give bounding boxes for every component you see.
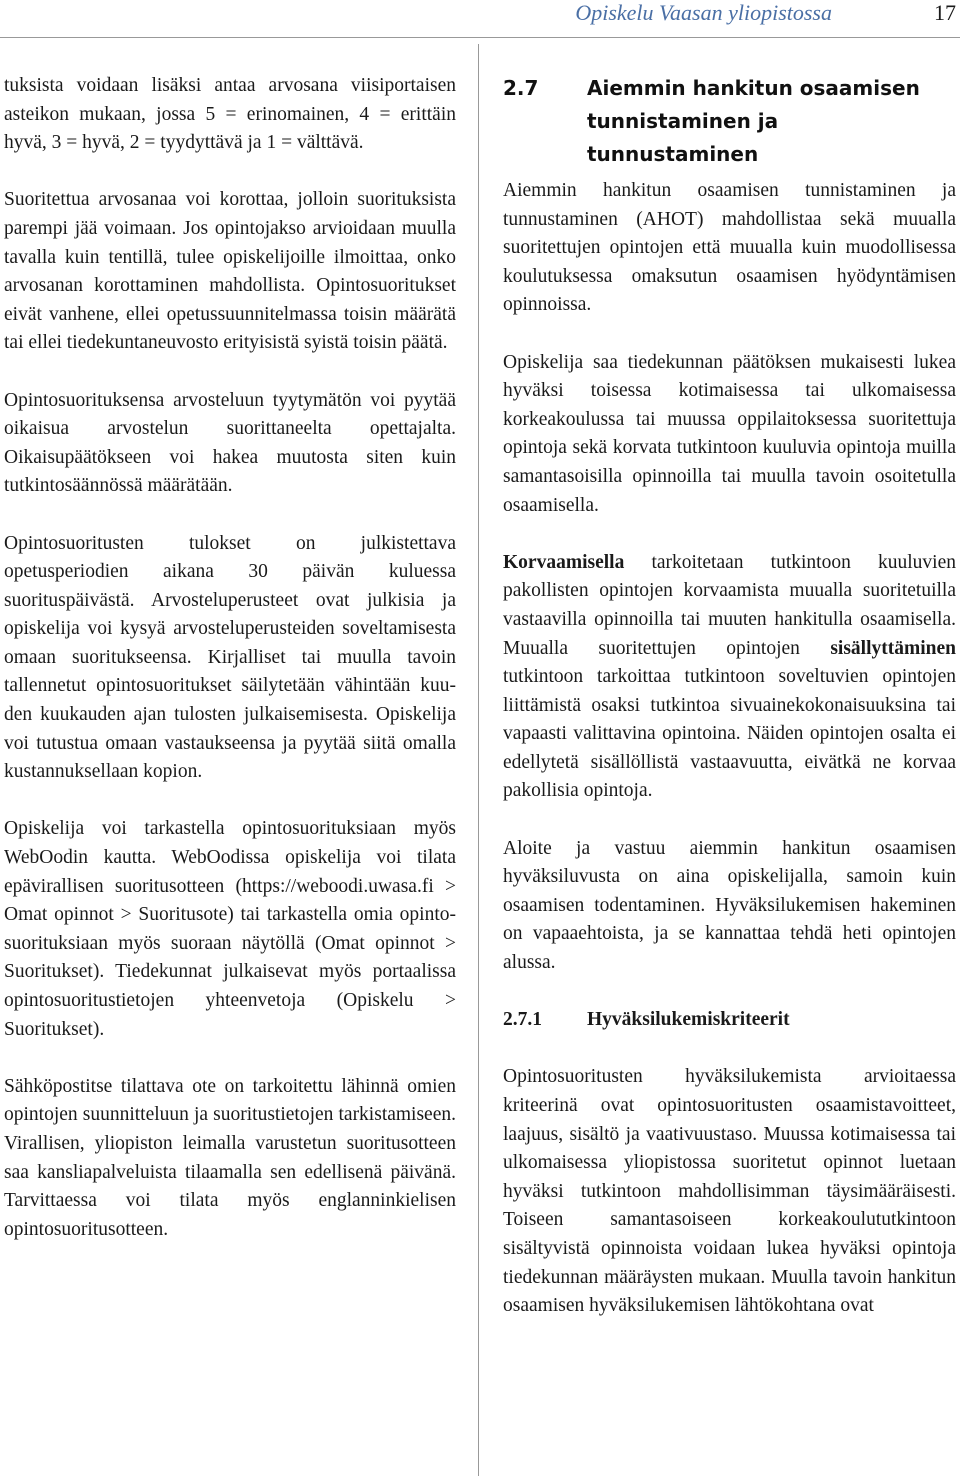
paragraph-ahot-intro: Aiemmin hankitun osaamisen tunnistaminen ja tunnustaminen (AHOT) mahdollistaa sekä muualla suoritettujen opintojen että muualla kuin muodollisessa koulutuksessa omaksutun osaamisen hyödyntämisen opinnoissa. — [503, 180, 956, 316]
paragraph-definitions — [503, 549, 956, 806]
paragraph-student-responsibility: Aloite ja vastuu aiemmin hankitun osaamisen hyväksiluvusta on aina opiskelijalla, samoin kuin osaamisen todentaminen. Hyväksilukemisen hakeminen on vapaaehtoista, ja se kannattaa tehdä heti opintojen alussa. — [503, 837, 956, 974]
header-rule — [0, 37, 960, 38]
paragraph-transcript: Sähköpostitse tilattava ote on tarkoitettu lähinnä omien opintojen suunnitteluun ja suoritustietojen tarkistamiseen. Virallisen, yliopiston leimalla varustetun suoritusotteen saa kansliapalveluista tilaamalla sen edellisenä päivänä. Tarvittaessa voi tilata myös englanninkielisen opintosuoritusotteen. — [4, 1075, 456, 1240]
paragraph-credit-transfer: Opiskelija saa tiedekunnan päätöksen mukaisesti lukea hyväksi toisessa kotimaisessa tai ulkomaisessa korkeakoulussa tai muussa oppilaitoksessa suoritettuja opintoja sekä korvata tutkintoon kuuluvia opintoja muilla samantasoisilla opinnoilla tai muulla tavoin osoitetulla osaamisella. — [503, 351, 956, 516]
paragraph-criteria: Opintosuoritusten hyväksilukemista arvioitaessa kriteerinä ovat opintosuoritusten osaamistavoitteet, laajuus, sisältö ja vaativuustaso. Muussa kotimaisessa tai ulkomaisessa yliopistossa suoritetut opinnot luetaan hyväksi tutkintoon mahdollisimman täysimääräisesti. Toiseen samantasoiseen korkeakoulututkintoon sisältyvistä opinnoista voidaan lukea hyväksi opintoja tiedekunnan määräysten mukaan. Muulla tavoin hankitun osaamisen hyväksilukemisen lähtökohtana ovat — [503, 1066, 956, 1317]
running-title: Opiskelu Vaasan yliopistossa — [575, 0, 832, 25]
subsection-number: 2.7.1 — [503, 1009, 542, 1031]
paragraph-grading-scale: tuksista voidaan lisäksi antaa arvosana viisiportaisen asteikon mukaan, jossa 5 = erinomainen, 4 = erittäin hyvä, 3 = hyvä, 2 = tyydyttävä ja 1 = välttävä. — [4, 75, 456, 154]
paragraph-results-publication: Opintosuoritusten tulokset on julkistettava opetusperiodien aikana 30 päivän kuluessa suorituspäivästä. Arvosteluperusteet ovat julkisia ja opiskelija voi kysyä arvosteluperusteiden soveltamisesta omaan suoritukseensa. Kirjalliset tai muulla tavoin tallennetut opintosuoritukset säilytetään vähintään kuuden kuukauden ajan tulosten julkaisemisesta. Opiskelija voi tutustua omaan vastaukseensa ja pyytää siitä omalla kustannuksellaan kopion. — [4, 532, 456, 783]
section-number: 2.7 — [503, 76, 539, 100]
page-header — [0, 0, 960, 38]
definition-text-1: tarkoitetaan tutkintoon kuuluvien pakollisten opintojen korvaamista muualla suoritetuilla vastaavilla opinnoilla tai muuten hankitulla osaamisella. Muualla suoritettujen opintojen — [503, 551, 956, 659]
paragraph-weboodi: Opiskelija voi tarkastella opintosuorituksiaan myös WebOodin kautta. WebOodissa opiskelija voi tilata epävirallisen suoritusotteen (https://weboodi.uwasa.fi > Omat opinnot > Suoritusote) tai tarkastella omia opintosuorituksiaan myös suoraan näytöllä (Omat opinnot > Suoritukset). Tiedekunnat julkaisevat myös portaalissa opintosuoritustietojen yhteenvetoja (Opiskelu > Suoritukset). — [4, 818, 456, 1040]
page-number: 17 — [934, 0, 956, 25]
section-title: Aiemmin hankitun osaamisen tunnistaminen ja tunnustaminen — [587, 76, 920, 166]
subsection-title: Hyväksilukemiskriteerit — [587, 1009, 790, 1031]
definition-text-2: tutkintoon tarkoittaa tutkintoon soveltuvien opintojen liittämistä osaksi tutkintoa sivuainekokonaisuuksina tai vapaasti valittavina opintoina. Näiden opintojen osalta ei edellytetä sisällöllistä vastaavuutta, eivätkä ne korvaa pakollisia opintoja. — [503, 666, 956, 802]
term-korvaamisella: Korvaamisella — [503, 551, 625, 573]
paragraph-appeal: Opintosuorituksensa arvosteluun tyytymätön voi pyytää oikaisua arvostelun suorittaneelta opettajalta. Oikaisupäätökseen voi hakea muutosta siten kuin tutkintosäännössä määrätään. — [4, 389, 456, 497]
column-divider — [478, 44, 479, 1476]
right-column — [503, 72, 956, 1349]
subsection-heading — [503, 1006, 956, 1035]
section-heading — [503, 72, 956, 171]
paragraph-grade-improvement: Suoritettua arvosanaa voi korottaa, jolloin suorituksista parempi jää voimaan. Jos opintojakso arvioidaan muulla tavalla kuin tentillä, tulee opiskelijoille ilmoittaa, onko arvosanan korottaminen mahdollista. Opintosuoritukset eivät vanhene, ellei opetussuunnitelmassa toisin määrätä tai ellei tiedekuntaneuvosto erityisistä syistä toisin päätä. — [4, 189, 456, 354]
term-sisallyttaminen: sisällyttäminen — [830, 637, 956, 659]
left-column — [4, 72, 456, 1273]
